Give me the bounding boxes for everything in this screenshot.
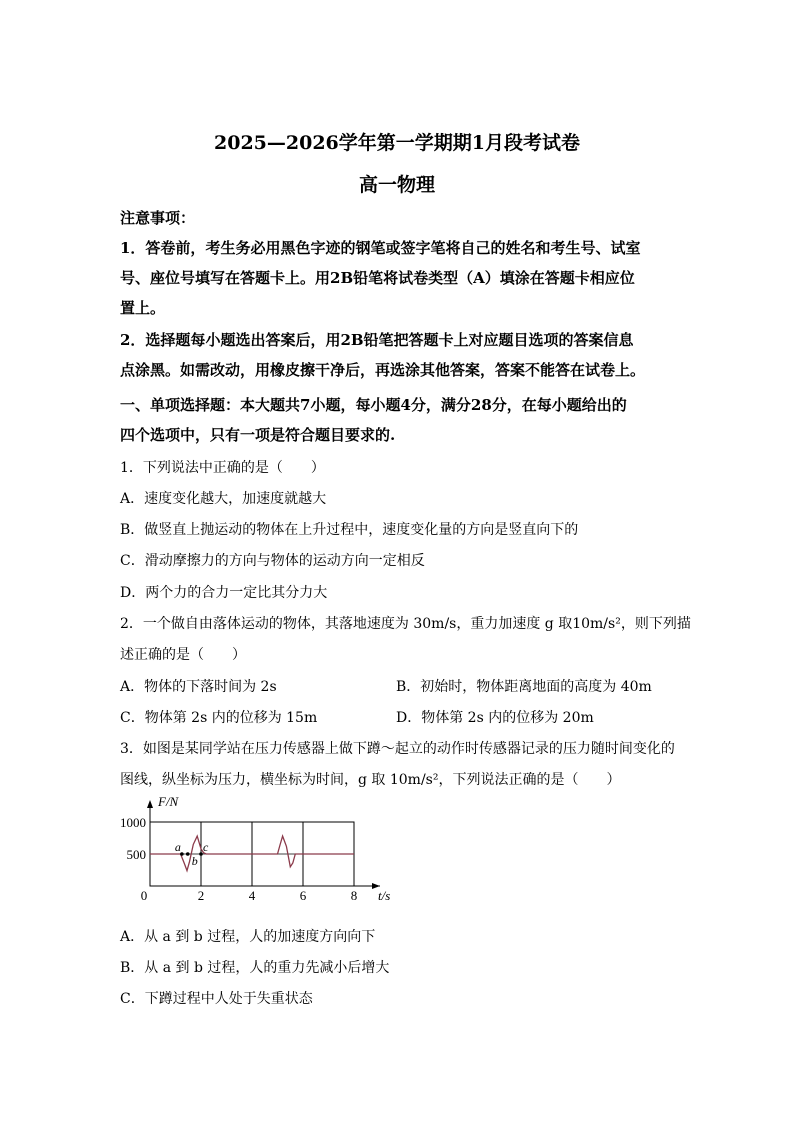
question-3-option-c: C．下蹲过程中人处于失重状态 [120,991,313,1007]
notice-heading: 注意事项： [120,209,196,227]
y-axis-label: F/N [158,794,179,809]
question-1-option-c: C．滑动摩擦力的方向与物体的运动方向一定相反 [120,553,425,569]
question-1-option-b: B．做竖直上抛运动的物体在上升过程中，速度变化量的方向是竖直向下的 [120,522,579,538]
question-3-option-a: A．从 a 到 b 过程，人的加速度方向向下 [120,929,376,945]
question-3-stem: 图线，纵坐标为压力，横坐标为时间，g 取 10m/s²，下列说法正确的是（ ） [120,772,621,788]
question-3-option-b: B．从 a 到 b 过程，人的重力先减小后增大 [120,960,390,976]
question-2-option-b: B．初始时，物体距离地面的高度为 40m [396,679,652,695]
section-heading: 四个选项中，只有一项是符合题目要求的. [120,426,396,444]
notice-line: 1．答卷前，考生务必用黑色字迹的钢笔或签字笔将自己的姓名和考生号、试室 [120,239,641,257]
question-1-option-a: A．速度变化越大，加速度就越大 [120,491,327,507]
notice-line: 号、座位号填写在答题卡上。用2B铅笔将试卷类型（A）填涂在答题卡相应位 [120,269,635,287]
question-2-stem: 述正确的是（ ） [120,647,246,663]
x-tick-label: 2 [197,888,205,903]
question-3-stem: 3．如图是某同学站在压力传感器上做下蹲～起立的动作时传感器记录的压力随时间变化的 [120,741,675,757]
exam-title: 2025—2026学年第一学期期1月段考试卷 [214,132,580,154]
question-1-stem: 1．下列说法中正确的是（ ） [120,460,325,476]
point-label-b: b [191,854,198,868]
notice-line: 2．选择题每小题选出答案后，用2B铅笔把答题卡上对应题目选项的答案信息 [120,331,634,349]
y-axis-arrow [147,800,153,808]
y-tick-label: 500 [126,847,146,862]
x-tick-label: 6 [299,888,307,903]
x-tick-label: 8 [350,888,358,903]
notice-line: 点涂黑。如需改动，用橡皮擦干净后，再选涂其他答案，答案不能答在试卷上。 [120,361,646,379]
question-2-option-c: C．物体第 2s 内的位移为 15m [120,710,318,726]
x-tick-label: 0 [140,888,148,903]
y-tick-label: 1000 [120,815,146,830]
notice-line: 置上。 [120,299,166,317]
point-label-a: a [174,840,181,854]
x-axis-label: t/s [378,888,391,903]
point-label-c: c [203,840,209,854]
force-time-chart [110,794,410,912]
data-point-b [186,852,190,856]
question-2-option-d: D．物体第 2s 内的位移为 20m [396,710,594,726]
question-2-stem: 2．一个做自由落体运动的物体，其落地速度为 30m/s，重力加速度 g 取10m/s²，则下列描 [120,616,691,632]
x-tick-label: 4 [248,888,256,903]
question-2-option-a: A．物体的下落时间为 2s [120,679,277,695]
subject-title: 高一物理 [358,174,435,196]
question-1-option-d: D．两个力的合力一定比其分力大 [120,585,328,601]
section-heading: 一、单项选择题：本大题共7小题，每小题4分，满分28分，在每小题给出的 [120,396,627,414]
